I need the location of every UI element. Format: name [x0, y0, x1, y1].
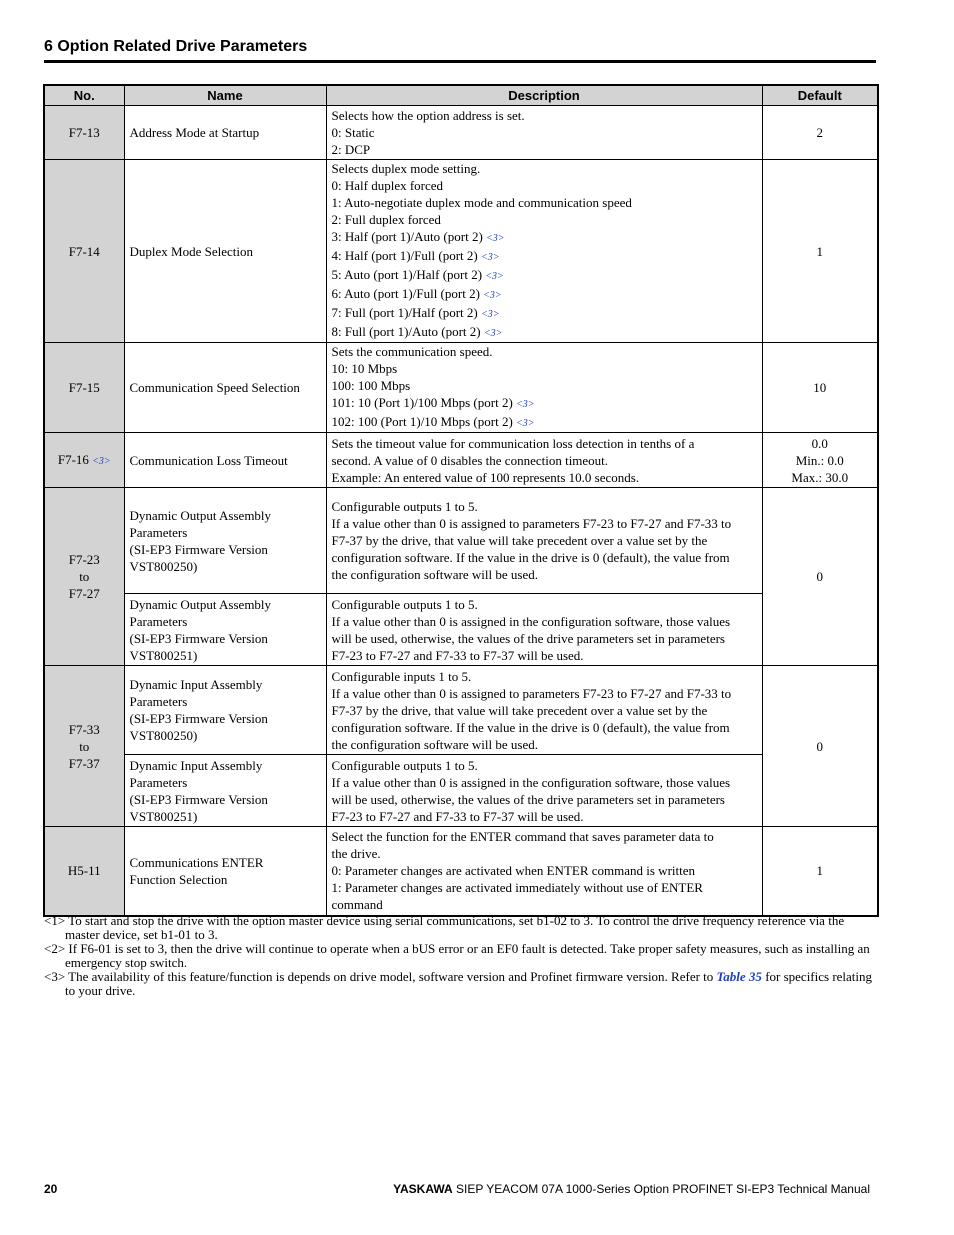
param-default — [762, 343, 878, 433]
footnote-ref: <3> — [483, 328, 503, 339]
description-line: F7-37 by the drive, that value will take precedent over a value set by the — [331, 533, 708, 548]
footnote-1: <1> To start and stop the drive with the option master device using serial communications, set b1-02 to 3. To control the drive frequency reference via the master device, set b1-01 to 3. — [44, 913, 845, 942]
default-value: 10 — [813, 380, 827, 395]
param-number-text: F7-14 — [68, 243, 100, 259]
param-number-text: F7-27 — [68, 586, 100, 601]
description-text: 101: 10 (Port 1)/100 Mbps (port 2) — [331, 395, 513, 410]
description-line — [332, 160, 757, 177]
param-description — [326, 488, 762, 594]
description-line: the configuration software will be used. — [331, 736, 538, 752]
default-value: Min.: 0.0 — [795, 452, 844, 468]
description-line: will be used, otherwise, the values of the drive parameters set in parameters — [331, 630, 725, 646]
description-line: 0: Parameter changes are activated when ENTER command is written — [331, 863, 696, 879]
param-description — [326, 106, 762, 160]
description-line: Configurable outputs 1 to 5. — [331, 757, 478, 773]
col-header-description: Description — [326, 85, 762, 106]
description-line: F7-37 by the drive, that value will take precedent over a value set by the — [331, 702, 708, 718]
description-line: the drive. — [331, 846, 381, 862]
param-name-line: VST800250) — [129, 728, 198, 743]
param-description — [326, 755, 762, 827]
table-row — [44, 827, 878, 916]
param-number-text: F7-13 — [68, 125, 100, 140]
param-number — [44, 106, 124, 160]
description-line — [332, 360, 757, 377]
footnote-3-text: <3> The availability of this feature/function is depends on drive model, software version and Profinet firmware version. Refer to — [44, 969, 717, 984]
param-name-line: Function Selection — [129, 871, 228, 887]
description-text: 8: Full (port 1)/Auto (port 2) — [331, 324, 481, 339]
description-line — [332, 107, 757, 124]
param-name-line: Parameters — [129, 694, 188, 709]
param-number: H5-11 — [44, 827, 124, 916]
description-text: 4: Half (port 1)/Full (port 2) — [331, 248, 478, 263]
description-text: 2: Full duplex forced — [331, 212, 441, 227]
description-line — [332, 228, 757, 247]
table-row — [44, 755, 878, 827]
param-name-line: Dynamic Input Assembly — [129, 757, 263, 773]
param-name-line: (SI-EP3 Firmware Version — [129, 711, 268, 726]
param-description — [326, 666, 762, 755]
table-row — [44, 106, 878, 160]
table-row — [44, 594, 878, 666]
param-name — [124, 594, 326, 666]
param-number-text: F7-15 — [68, 380, 100, 395]
footnote-2: <2> If F6-01 is set to 3, then the drive will continue to operate when a bUS error or an EF0 fault is detected. Take proper safety measures, such as installing an emergency stop switch. — [44, 941, 870, 970]
description-line — [332, 377, 757, 394]
param-name — [124, 827, 326, 916]
description-text: Selects duplex mode setting. — [331, 161, 481, 176]
page-number: 20 — [44, 1182, 58, 1196]
param-name — [124, 488, 326, 594]
description-text: Sets the communication speed. — [331, 344, 493, 359]
param-description — [326, 594, 762, 666]
param-default — [762, 160, 878, 343]
table-header-row — [44, 85, 878, 106]
default-value: 1 — [816, 243, 823, 259]
description-line — [332, 266, 757, 285]
param-name — [124, 666, 326, 755]
description-text: Sets the timeout value for communication loss detection in tenths of a — [331, 435, 695, 451]
param-default — [762, 433, 878, 488]
param-name-line: Parameters — [129, 774, 188, 790]
table-row — [44, 666, 878, 755]
param-number-text: F7-16 — [57, 451, 89, 467]
manual-footer — [393, 1182, 870, 1196]
default-value: 2 — [816, 125, 823, 140]
description-line: If a value other than 0 is assigned in the configuration software, those values — [331, 774, 731, 790]
description-line: will be used, otherwise, the values of the drive parameters set in parameters — [331, 791, 725, 807]
param-name-line: Dynamic Output Assembly — [129, 507, 272, 523]
description-line: Select the function for the ENTER command that saves parameter data to — [331, 829, 714, 845]
header-rule — [44, 60, 876, 63]
footnote-ref: <3> — [480, 252, 500, 263]
param-name-line: VST800250) — [129, 558, 198, 574]
footnote-ref: <3> — [485, 271, 504, 282]
footnote-ref: <3> — [486, 233, 505, 244]
description-line: command — [331, 897, 383, 913]
description-text: Example: An entered value of 100 represents 10.0 seconds. — [331, 469, 640, 485]
description-text: 1: Auto-negotiate duplex mode and communication speed — [331, 195, 632, 210]
section-title: 6 Option Related Drive Parameters — [44, 38, 308, 55]
description-line — [332, 413, 757, 432]
param-number — [44, 433, 124, 488]
param-number-text: to — [79, 738, 90, 754]
footnote-3-tail: for specifics relating to your drive. — [65, 969, 873, 998]
description-line: configuration software. If the value in the drive is 0 (default), the value from — [331, 550, 730, 565]
description-line: 1: Parameter changes are activated immediately without use of ENTER — [331, 880, 703, 896]
param-number-text: F7-33 — [68, 721, 100, 737]
param-description — [326, 433, 762, 488]
description-line — [332, 323, 757, 342]
param-default: 0 — [762, 488, 878, 666]
description-text: 5: Auto (port 1)/Half (port 2) — [331, 267, 483, 282]
description-line — [332, 343, 757, 360]
description-text: Selects how the option address is set. — [331, 108, 525, 123]
param-name — [124, 755, 326, 827]
param-name-line: Dynamic Input Assembly — [129, 677, 263, 692]
description-text: 100: 100 Mbps — [331, 378, 411, 393]
description-text: 2: DCP — [331, 142, 371, 157]
brand-name: YASKAWA — [393, 1182, 453, 1196]
param-name: Address Mode at Startup — [124, 106, 326, 160]
description-line — [332, 435, 757, 452]
param-number-range — [44, 488, 124, 666]
col-header-name: Name — [124, 85, 326, 106]
description-line — [332, 285, 757, 304]
parameter-table — [43, 84, 879, 917]
param-name: Communication Speed Selection — [124, 343, 326, 433]
param-name-line: (SI-EP3 Firmware Version — [129, 791, 268, 807]
description-line — [332, 177, 757, 194]
table-row — [44, 488, 878, 594]
param-name-line: VST800251) — [129, 647, 198, 663]
description-line: Configurable inputs 1 to 5. — [331, 668, 472, 684]
default-value: 0.0 — [811, 435, 828, 451]
param-description — [326, 827, 762, 916]
table-row — [44, 433, 878, 488]
description-line — [332, 124, 757, 141]
footnote-ref: <3> — [516, 418, 535, 429]
col-header-default: Default — [762, 85, 878, 106]
manual-title: SIEP YEACOM 07A 1000-Series Option PROFINET SI-EP3 Technical Manual — [452, 1182, 870, 1196]
description-line — [332, 469, 757, 486]
description-line: Configurable outputs 1 to 5. — [331, 596, 478, 612]
param-number-range — [44, 666, 124, 827]
table-row — [44, 160, 878, 343]
description-line — [332, 247, 757, 266]
param-default — [762, 106, 878, 160]
description-text: second. A value of 0 disables the connection timeout. — [331, 452, 609, 468]
param-name-line: (SI-EP3 Firmware Version — [129, 630, 268, 646]
param-number-text: to — [79, 569, 90, 584]
param-name-line: VST800251) — [129, 808, 198, 824]
param-number-text: F7-23 — [68, 552, 100, 567]
description-line — [332, 194, 757, 211]
description-line — [332, 304, 757, 323]
table-35-link[interactable]: Table 35 — [716, 969, 762, 984]
param-number — [44, 343, 124, 433]
param-name-line: Parameters — [129, 524, 188, 540]
footnote-ref: <3> — [92, 455, 111, 467]
description-text: 0: Static — [331, 125, 375, 140]
description-line: the configuration software will be used. — [331, 567, 538, 582]
description-text: 10: 10 Mbps — [331, 361, 398, 376]
footnotes — [44, 914, 874, 998]
param-default: 0 — [762, 666, 878, 827]
param-name-line: Communications ENTER — [129, 854, 264, 870]
description-line — [332, 394, 757, 413]
description-line — [332, 141, 757, 158]
table-row — [44, 343, 878, 433]
description-line: If a value other than 0 is assigned in the configuration software, those values — [331, 613, 731, 629]
description-line: configuration software. If the value in the drive is 0 (default), the value from — [331, 719, 730, 735]
param-description — [326, 160, 762, 343]
col-header-no: No. — [44, 85, 124, 106]
param-name-line: Parameters — [129, 613, 188, 629]
description-line: Configurable outputs 1 to 5. — [331, 499, 478, 514]
param-name-line: (SI-EP3 Firmware Version — [129, 541, 268, 557]
description-text: 3: Half (port 1)/Auto (port 2) — [331, 229, 483, 244]
description-text: 0: Half duplex forced — [331, 178, 444, 193]
param-description — [326, 343, 762, 433]
description-line: If a value other than 0 is assigned to parameters F7-23 to F7-27 and F7-33 to — [331, 685, 732, 701]
param-number — [44, 160, 124, 343]
default-value: Max.: 30.0 — [791, 469, 849, 485]
description-text: 7: Full (port 1)/Half (port 2) — [331, 305, 478, 320]
param-name: Duplex Mode Selection — [124, 160, 326, 343]
description-line: F7-23 to F7-27 and F7-33 to F7-37 will be used. — [331, 647, 584, 663]
footnote-ref: <3> — [516, 399, 535, 410]
param-name-line: Dynamic Output Assembly — [129, 596, 272, 612]
description-text: 102: 100 (Port 1)/10 Mbps (port 2) — [331, 414, 513, 429]
footnote-ref: <3> — [483, 290, 502, 301]
description-line: F7-23 to F7-27 and F7-33 to F7-37 will be used. — [331, 808, 584, 824]
description-line: If a value other than 0 is assigned to parameters F7-23 to F7-27 and F7-33 to — [331, 516, 732, 531]
description-line — [332, 452, 757, 469]
footnote-3 — [44, 970, 874, 998]
param-number-text: F7-37 — [68, 755, 100, 771]
param-default: 1 — [762, 827, 878, 916]
description-line — [332, 211, 757, 228]
param-name: Communication Loss Timeout — [124, 433, 326, 488]
footnote-ref: <3> — [480, 309, 500, 320]
description-text: 6: Auto (port 1)/Full (port 2) — [331, 286, 480, 301]
